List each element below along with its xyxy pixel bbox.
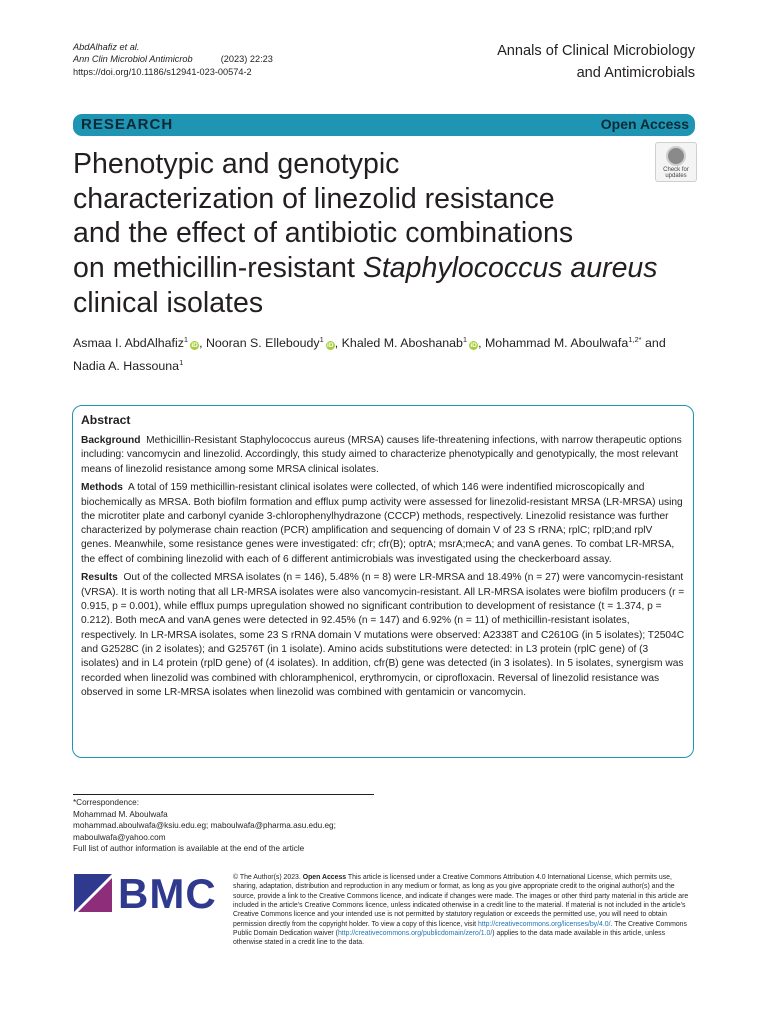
journal-abbrev: Ann Clin Microbiol Antimicrob: [73, 54, 193, 65]
journal-line-1: Annals of Clinical Microbiology: [497, 43, 695, 59]
abstract-results: [81, 571, 685, 700]
author-info-note: Full list of author information is available at the end of the article: [73, 844, 305, 854]
title-line-4: [73, 251, 683, 286]
abstract-heading: Abstract: [81, 413, 131, 427]
author-name: , Khaled M. Aboshanab: [334, 336, 463, 350]
open-access-label: Open Access: [600, 116, 689, 132]
bmc-logo-text: BMC: [118, 870, 217, 917]
author-name: Nadia A. Hassouna: [73, 359, 180, 373]
article-meta: [73, 41, 273, 78]
year-volume: (2023) 22:23: [220, 54, 273, 65]
doi-link[interactable]: https://doi.org/10.1186/s12941-023-00574-2: [73, 66, 252, 77]
journal-line-2: and Antimicrobials: [576, 65, 695, 81]
license-text: [233, 873, 695, 948]
license-link-cc-by[interactable]: http://creativecommons.org/licenses/by/4.0/: [477, 920, 611, 928]
title-line-4-plain: on methicillin-resistant: [73, 252, 363, 285]
results-text: Out of the collected MRSA isolates (n = 146), 5.48% (n = 8) were LR-MRSA and 18.49% (n = 27) were vancomycin-resistant (VRSA). It is worth noting that all LR-MRSA isolates were also vancomycin-resistant. All LR-MRSA isolates were biofilm producers (r = 0.915, p = 0.001), while efflux pumps upregulation showed no significant contribution to development of resistance (t = 1.374, p = 0.212). Both mecA and vanA genes were detected in 92.45% (n = 147) and 6.92% (n = 11) of methicillin-resistant isolates, respectively. In LR-MRSA isolates, some 23 S rRNA domain V mutations were observed: A2338T and C2610G (in 5 isolates); T2504C and G2528C (in 2 isolates); and G2576T (in 1 isolate). Amino acids substitutions were detected: in L3 protein (rplC gene) of (3 isolates) and in L4 protein (rplD gene) of (4 isolates). In addition, cfr(B) gene was detected (in 3 isolates). In 5 isolates, synergism was recorded when linezolid was combined with chloramphenicol, erythromycin, or ciprofloxacin. Reversal of linezolid resistance was observed in some LR-MRSA isolates when linezolid was combined with gentamicin or vancomycin.: [81, 572, 685, 698]
abstract-box: [72, 405, 694, 758]
footnote-divider: [73, 794, 374, 795]
license-copyright: © The Author(s) 2023.: [233, 874, 301, 881]
background-label: Background: [81, 435, 141, 446]
results-label: Results: [81, 572, 118, 584]
correspondence-email-2[interactable]: maboulwafa@yahoo.com: [73, 832, 166, 842]
title-line-4-species: Staphylococcus aureus: [362, 252, 658, 285]
abstract-methods: [81, 481, 685, 567]
orcid-icon[interactable]: iD: [470, 342, 477, 349]
title-line-3: and the effect of antibiotic combinations: [73, 217, 574, 250]
affiliation-sup: 1: [179, 358, 184, 367]
author-name: , Mohammad M. Aboulwafa: [478, 336, 629, 350]
affiliation-sup: 1: [319, 335, 324, 344]
license-link-cc-zero[interactable]: http://creativecommons.org/publicdomain/zero/1.0/: [337, 930, 493, 938]
orcid-icon[interactable]: iD: [191, 342, 198, 349]
author-list: [73, 330, 703, 376]
affiliation-sup: 1,2*: [628, 335, 642, 344]
background-text: Methicillin-Resistant Staphylococcus aureus (MRSA) causes life-threatening infections, with narrow therapeutic options including: vancomycin and linezolid. Accordingly, this study aimed to characterize phenotypically and genotypically, the most relevant means of linezolid resistance among some MRSA clinical isolates.: [81, 435, 682, 475]
correspondence-block: [73, 797, 336, 855]
article-type-label: RESEARCH: [81, 116, 174, 133]
authors-short: AbdAlhafiz et al.: [73, 42, 140, 52]
title-line-2: characterization of linezolid resistance: [73, 182, 555, 215]
title-line-1: Phenotypic and genotypic: [73, 148, 400, 180]
journal-name: [497, 40, 695, 84]
article-type-banner: [73, 114, 695, 136]
methods-text: A total of 159 methicillin-resistant clinical isolates were collected, of which 146 were indentified microscopically and biochemically as MRSA. Both biofilm formation and efflux pump activity were assessed for linezolid-resistant MRSA (LR-MRSA) using the microtiter plate and carbonyl cyanide 3-chlorophenylhydrazone (CCCP) methods, respectively. Linezolid resistance was further characterized by polymerase chain reaction (PCR) amplification and sequencing of domain V of 23 S rRNA; rplC; rplD;and rplV genes. Meanwhile, some resistance genes were investigated: cfr; cfr(B); optrA; msrA;mecA; and vanA genes. To combat LR-MRSA, the effect of combining linezolid with each of 6 different antimicrobials was investigated using the checkerboard assay.: [81, 482, 683, 565]
author-and: and: [641, 336, 666, 350]
license-body-3: ) applies to the data made available in this article, unless otherwise stated in a credit line to the data.: [233, 930, 666, 947]
license-body-1: This article is licensed under a Creative Commons Attribution 4.0 International License, which permits use, sharing, adaptation, distribution and reproduction in any medium or format, as long as you give appropriate credit to the original author(s) and the source, provide a link to the Creative Commons licence, and indicate if changes were made. The images or other third party material in this article are included in the article’s Creative Commons licence, unless indicated otherwise in a credit line to the material. If material is not included in the article’s Creative Commons licence and your intended use is not permitted by statutory regulation or exceeds the permitted use, you will need to obtain permission directly from the copyright holder. To view a copy of this licence, visit: [233, 874, 689, 928]
abstract-background: [81, 434, 685, 477]
check-updates-line-1: Check for: [663, 167, 689, 173]
bmc-logo: [74, 870, 217, 917]
abstract-body: [81, 434, 685, 705]
license-open-access: Open Access: [302, 874, 347, 881]
affiliation-sup: 1: [462, 335, 468, 344]
check-updates-line-2: updates: [665, 173, 687, 180]
correspondence-emails[interactable]: mohammad.aboulwafa@ksiu.edu.eg; maboulwafa@pharma.asu.edu.eg;: [73, 821, 336, 831]
orcid-icon[interactable]: iD: [327, 342, 334, 349]
correspondence-name: Mohammad M. Aboulwafa: [73, 809, 168, 819]
article-title: [73, 147, 683, 321]
correspondence-label: *Correspondence:: [73, 798, 139, 807]
author-name: , Nooran S. Elleboudy: [199, 336, 320, 350]
license-body-2: . The Creative Commons Public Domain Dedication waiver (: [233, 920, 687, 938]
title-line-5: clinical isolates: [73, 286, 264, 319]
methods-label: Methods: [81, 482, 123, 494]
affiliation-sup: 1: [183, 335, 189, 344]
author-name: Asmaa I. AbdAlhafiz: [73, 336, 184, 350]
bmc-logo-mark-icon: [74, 874, 112, 912]
